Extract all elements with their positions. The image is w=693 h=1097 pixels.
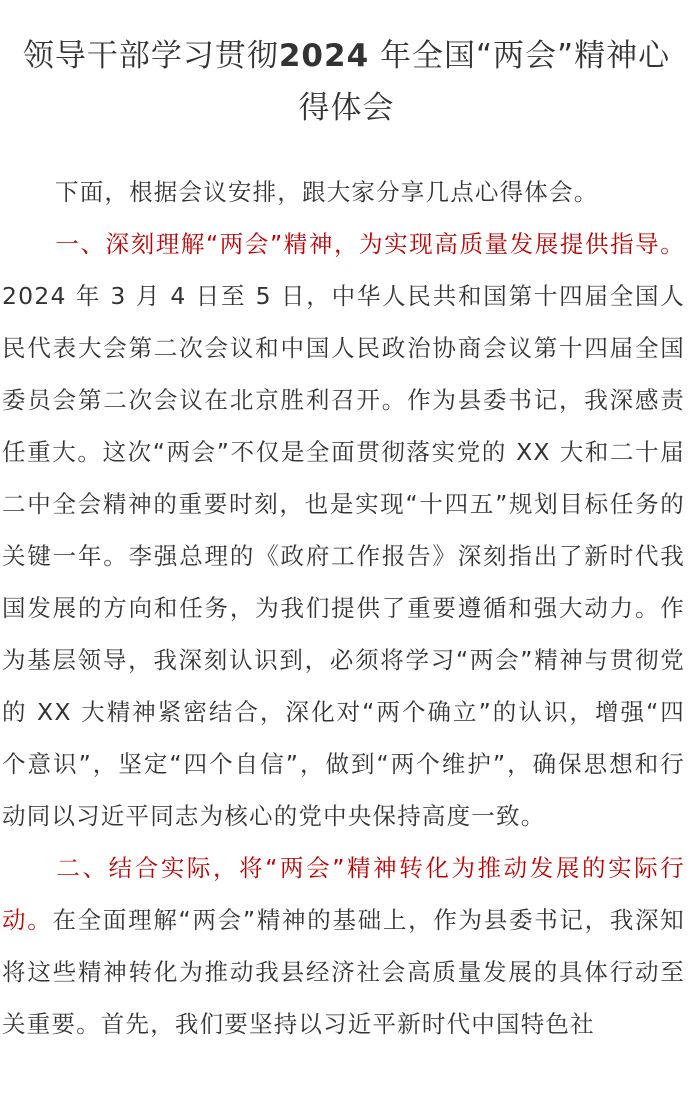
section-2-heading: 二、结合实际，将“两会”精神转化为推动发展的实际行动。 [2, 854, 685, 934]
section-2-body: 在全面理解“两会”精神的基础上，作为县委书记，我深知将这些精神转化为推动我县经济社会高质量发展的具体行动至关重要。首先，我们要坚持以习近平新时代中国特色社 [2, 906, 685, 1038]
section-1-paragraph [0, 218, 693, 842]
section-1-body: 2024 年 3 月 4 日至 5 日，中华人民共和国第十四届全国人民代表大会第二次会议和中国人民政治协商会议第十四届全国委员会第二次会议在北京胜利召开。作为县委书记，我深感责任重大。这次“两会”不仅是全面贯彻落实党的 XX 大和二十届二中全会精神的重要时刻，也是实现“十四五”规划目标任务的关键一年。李强总理的《政府工作报告》深刻指出了新时代我国发展的方向和任务，为我们提供了重要遵循和强大动力。作为基层领导，我深刻认识到，必须将学习“两会”精神与贯彻党的 XX 大精神紧密结合，深化对“两个确立”的认识，增强“四个意识”，坚定“四个自信”，做到“两个维护”，确保思想和行动同以习近平同志为核心的党中央保持高度一致。 [2, 282, 685, 830]
intro-text: 下面，根据会议安排，跟大家分享几点心得体会。 [55, 178, 599, 206]
title-year: 2024 [278, 38, 370, 74]
title-part-1: 领导干部学习贯彻 [22, 38, 279, 74]
intro-paragraph [0, 166, 693, 218]
section-2-paragraph [0, 842, 693, 1050]
section-1-heading: 一、深刻理解“两会”精神，为实现高质量发展提供指导。 [55, 230, 685, 258]
title-part-2: 年全国“两会”精神心得体会 [298, 38, 671, 126]
document-title [0, 0, 693, 134]
